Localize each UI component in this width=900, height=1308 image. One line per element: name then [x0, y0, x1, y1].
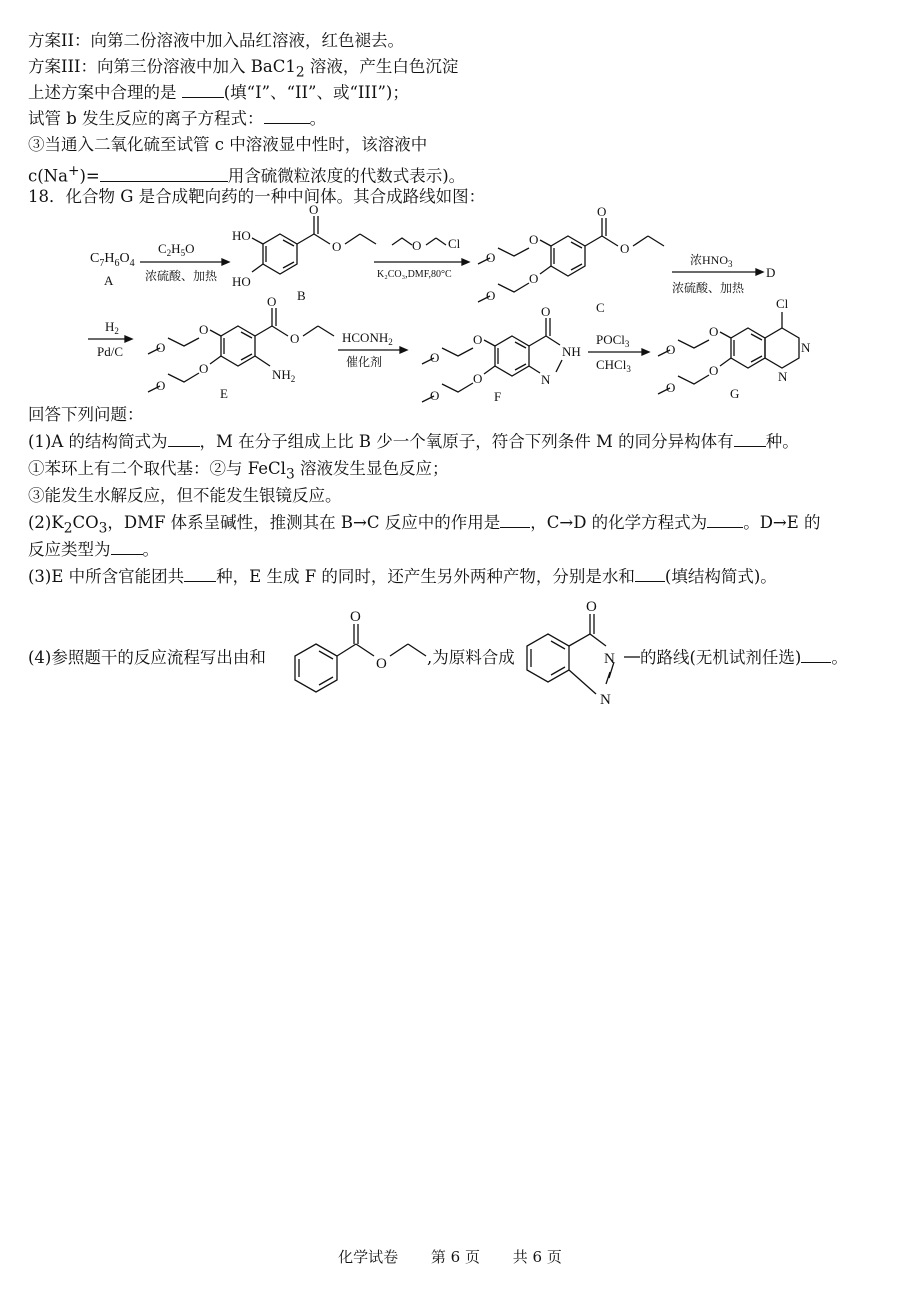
question-text: 。: [142, 540, 159, 559]
text-line: [28, 458, 448, 485]
svg-text:N: N: [541, 372, 551, 387]
subscript: 3: [285, 466, 295, 483]
svg-text:Cl: Cl: [776, 296, 789, 311]
svg-text:O: O: [473, 371, 483, 386]
compound-F: [422, 304, 581, 404]
question-text: 反应类型为: [28, 540, 111, 559]
question-text: 上述方案中合理的是: [28, 83, 182, 102]
label-F: F: [494, 389, 502, 404]
svg-text:O: O: [376, 656, 387, 672]
plan-3-text-tail: 溶液，产生白色沉淀: [304, 57, 459, 76]
question-text: CO: [72, 513, 99, 532]
question-text: ，C→D 的化学方程式为: [530, 513, 708, 532]
reaction-arrow-3: [672, 253, 775, 295]
question-text: (填“I”、“II”、或“III”)；: [223, 83, 409, 102]
answer-blank[interactable]: [635, 566, 665, 582]
question-text: (3)E 中所含官能团共: [28, 567, 185, 586]
svg-text:HCONH2: $HCONH_2$: [342, 330, 393, 347]
subscript: 3: [98, 520, 108, 537]
svg-text:HO: HO: [232, 274, 251, 289]
text-line: [28, 566, 777, 588]
svg-text:POCl3: POCl$_3$: [596, 332, 630, 349]
svg-text:浓硫酸、加热: 浓硫酸、加热: [672, 281, 745, 295]
answer-blank[interactable]: [734, 431, 766, 447]
text-line: [28, 512, 821, 539]
svg-text:O: O: [309, 202, 319, 217]
svg-text:O: O: [199, 322, 209, 337]
quinazolinone-structure: [527, 599, 640, 708]
answer-blank[interactable]: [707, 512, 743, 528]
answer-blank[interactable]: [168, 431, 200, 447]
reaction-arrow-6: [588, 332, 649, 374]
svg-text:O: O: [597, 204, 607, 219]
question-text: 的路线(无机试剂任选): [640, 648, 802, 667]
text-line: [28, 539, 159, 561]
svg-text:O: O: [586, 599, 597, 615]
label-B: B: [297, 288, 306, 303]
svg-text:O: O: [199, 361, 209, 376]
svg-text:Cl: Cl: [448, 236, 461, 251]
svg-text:O: O: [620, 241, 630, 256]
reaction-arrow-2: [374, 236, 469, 280]
compound-C: [478, 204, 664, 315]
question-text: 试管 b 发生反应的离子方程式：: [28, 109, 264, 128]
question-text: )=: [79, 166, 100, 186]
svg-text:O: O: [473, 332, 483, 347]
subscript: 2: [63, 520, 73, 537]
svg-text:O: O: [709, 324, 719, 339]
page-footer: [0, 1246, 900, 1267]
svg-text:N: N: [600, 692, 611, 708]
question-text: ①苯环上有二个取代基：②与 FeCl: [28, 459, 286, 478]
question-text: 种。: [765, 432, 799, 451]
svg-text:O: O: [666, 342, 676, 357]
svg-text:O: O: [430, 350, 440, 365]
label-G: G: [730, 386, 740, 401]
svg-text:C7H6O4: $C_7H_6O_4$: [90, 251, 135, 269]
label-C: C: [596, 300, 605, 315]
answer-blank[interactable]: [801, 647, 831, 663]
question-18-title: 18．化合物 G 是合成靶向药的一种中间体。其合成路线如图：: [28, 187, 486, 206]
svg-text:O: O: [486, 250, 496, 265]
svg-text:O: O: [267, 294, 277, 309]
question-text: 用含硫微粒浓度的代数式表示)。: [227, 166, 466, 186]
label-D: D: [766, 265, 776, 280]
question-text: 种，E 生成 F 的同时，还产生另外两种产物，分别是水和: [216, 567, 635, 586]
superscript: +: [67, 163, 80, 179]
compound-B: [232, 202, 376, 303]
svg-text:O: O: [412, 238, 422, 253]
svg-text:N: N: [604, 651, 615, 667]
question-text: 。D→E 的: [743, 513, 821, 532]
text-line: [28, 647, 266, 669]
reaction-arrow-1: [140, 241, 229, 283]
svg-text:Pd/C: Pd/C: [97, 344, 124, 359]
compound-G: [658, 296, 811, 401]
compound-E: [148, 294, 334, 401]
question-text: ，M 在分子组成上比 B 少一个氧原子，符合下列条件 M 的同分异构体有: [199, 432, 734, 451]
svg-text:催化剂: 催化剂: [346, 355, 383, 369]
question-text: (填结构简式)。: [664, 567, 777, 586]
compound-A: [90, 251, 135, 288]
svg-text:O: O: [529, 232, 539, 247]
svg-text:O: O: [666, 380, 676, 395]
svg-text:O: O: [156, 340, 166, 355]
svg-text:N: N: [778, 369, 788, 384]
question-text: (4)参照题干的反应流程写出由和: [28, 648, 266, 667]
svg-text:H2: $H_2$: [105, 319, 119, 336]
svg-text:HO: HO: [232, 228, 251, 243]
answer-blank[interactable]: [111, 539, 143, 555]
svg-text:O: O: [290, 331, 300, 346]
text-line: [640, 647, 848, 669]
answer-blank[interactable]: [500, 512, 530, 528]
svg-text:浓硫酸、加热: 浓硫酸、加热: [145, 269, 218, 283]
question-text: ③能发生水解反应，但不能发生银镜反应。: [28, 486, 342, 505]
question-text: c(Na: [28, 166, 68, 186]
svg-text:O: O: [529, 271, 539, 286]
reaction-arrow-5: [338, 330, 407, 369]
svg-text:N: N: [801, 340, 811, 355]
footer-title: 化学试卷: [338, 1248, 399, 1266]
question-intro: 回答下列问题：: [28, 405, 144, 424]
question-text: ,为原料合成: [427, 648, 515, 667]
svg-text:CHCl3: CHCl$_3$: [596, 357, 631, 374]
question-text: (2)K: [28, 513, 64, 532]
answer-blank[interactable]: [184, 566, 216, 582]
footer-total-pages: 共 6 页: [512, 1248, 562, 1266]
label-A: A: [104, 273, 114, 288]
footer-page-number: 第 6 页: [430, 1248, 480, 1266]
question-text: ③当通入二氧化硫至试管 c 中溶液显中性时，该溶液中: [28, 135, 428, 154]
label-E: E: [220, 386, 228, 401]
text-line: [28, 485, 342, 507]
subscript: 2: [295, 64, 305, 81]
svg-text:O: O: [430, 388, 440, 403]
svg-text:O: O: [709, 363, 719, 378]
svg-text:K₂CO₃,DMF,80°C: K₂CO₃,DMF,80°C: [377, 269, 452, 280]
question-text: (1)A 的结构简式为: [28, 432, 168, 451]
svg-text:O: O: [156, 378, 166, 393]
svg-text:NH: NH: [562, 344, 581, 359]
svg-text:O: O: [486, 288, 496, 303]
svg-text:O: O: [332, 239, 342, 254]
text-line: [28, 431, 799, 453]
svg-text:NH2: $NH_2$: [272, 367, 296, 384]
plan-2-text: 方案II：向第二份溶液中加入品红溶液，红色褪去。: [28, 31, 405, 50]
text-line: [427, 647, 515, 669]
reaction-arrow-4: [88, 319, 132, 359]
question-text: 。: [309, 109, 327, 128]
svg-text:O: O: [350, 609, 361, 625]
svg-text:浓HNO3: 浓$HNO_3$: [690, 253, 733, 269]
svg-text:O: O: [541, 304, 551, 319]
question-text: ，DMF 体系呈碱性，推测其在 B→C 反应中的作用是: [107, 513, 501, 532]
question-text: 溶液发生显色反应；: [294, 459, 449, 478]
svg-text:C2H5O: $C_2H_5O$: [158, 241, 195, 258]
text-line: [28, 404, 144, 426]
plan-3-text: 方案III：向第三份溶液中加入 BaC1: [28, 57, 296, 76]
question-text: 。: [831, 648, 848, 667]
ethyl-benzoate-structure: [295, 609, 426, 692]
